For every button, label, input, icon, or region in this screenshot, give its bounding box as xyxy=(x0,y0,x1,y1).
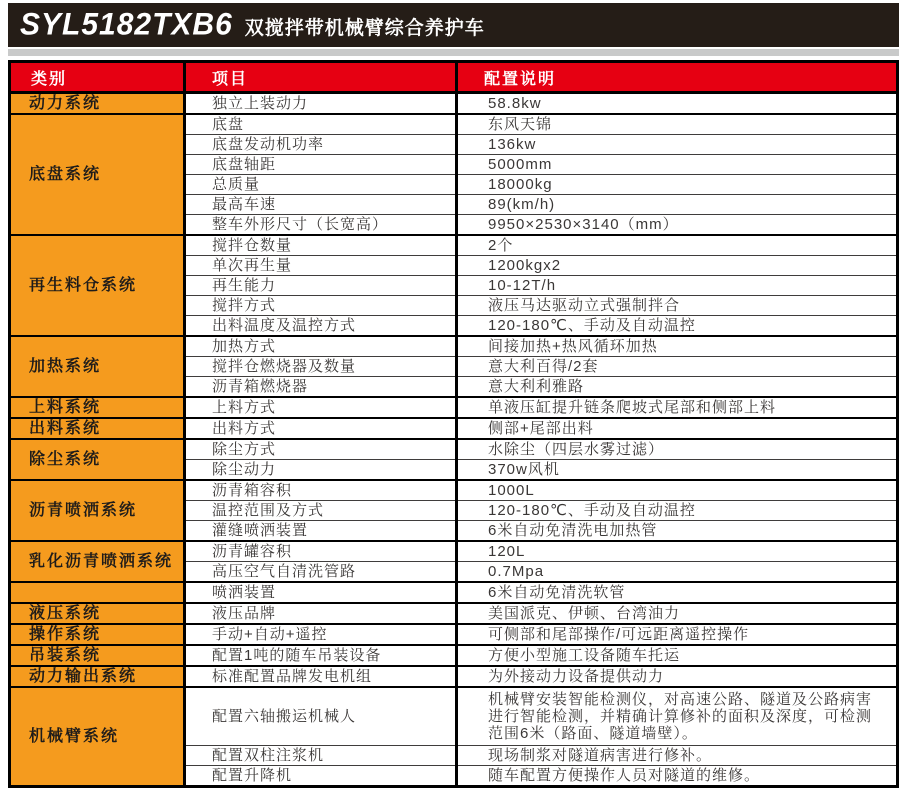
value-cell: 东风天锦 xyxy=(457,114,898,135)
value-cell: 6米自动免清洗软管 xyxy=(457,582,898,603)
item-cell: 除尘动力 xyxy=(185,460,457,481)
item-cell: 手动+自动+遥控 xyxy=(185,624,457,645)
category-cell: 操作系统 xyxy=(10,624,185,645)
item-cell: 标准配置品牌发电机组 xyxy=(185,666,457,687)
category-cell: 乳化沥青喷洒系统 xyxy=(10,541,185,582)
value-cell: 可侧部和尾部操作/可远距离遥控操作 xyxy=(457,624,898,645)
spec-row xyxy=(10,624,898,645)
item-cell: 底盘 xyxy=(185,114,457,135)
value-cell: 间接加热+热风循环加热 xyxy=(457,336,898,357)
item-cell: 配置双柱注浆机 xyxy=(185,746,457,766)
item-cell: 底盘发动机功率 xyxy=(185,135,457,155)
spec-row xyxy=(10,603,898,624)
divider-strip xyxy=(8,49,899,56)
value-cell: 水除尘（四层水雾过滤） xyxy=(457,439,898,460)
value-cell: 89(km/h) xyxy=(457,195,898,215)
category-cell: 动力输出系统 xyxy=(10,666,185,687)
value-cell: 为外接动力设备提供动力 xyxy=(457,666,898,687)
spec-row xyxy=(10,687,898,746)
item-cell: 底盘轴距 xyxy=(185,155,457,175)
spec-row xyxy=(10,439,898,460)
item-cell: 沥青箱容积 xyxy=(185,480,457,501)
item-cell: 整车外形尺寸（长宽高） xyxy=(185,215,457,236)
spec-table-wrap xyxy=(8,60,899,788)
value-cell: 370w风机 xyxy=(457,460,898,481)
spec-row xyxy=(10,336,898,357)
item-cell: 搅拌仓数量 xyxy=(185,235,457,256)
item-cell: 加热方式 xyxy=(185,336,457,357)
value-cell: 1000L xyxy=(457,480,898,501)
value-cell: 58.8kw xyxy=(457,93,898,115)
value-cell: 单液压缸提升链条爬坡式尾部和侧部上料 xyxy=(457,397,898,418)
item-cell: 沥青罐容积 xyxy=(185,541,457,562)
category-cell xyxy=(10,582,185,603)
value-cell: 意大利百得/2套 xyxy=(457,357,898,377)
spec-table xyxy=(8,60,899,788)
column-header-category: 类别 xyxy=(10,62,185,93)
category-cell: 沥青喷洒系统 xyxy=(10,480,185,541)
value-cell: 10-12T/h xyxy=(457,276,898,296)
value-cell: 6米自动免清洗电加热管 xyxy=(457,521,898,542)
spec-row xyxy=(10,235,898,256)
column-header-item: 项目 xyxy=(185,62,457,93)
value-cell: 机械臂安装智能检测仪，对高速公路、隧道及公路病害进行智能检测，并精确计算修补的面积及深度，可检测范围6米（路面、隧道墙壁）。 xyxy=(457,687,898,746)
item-cell: 上料方式 xyxy=(185,397,457,418)
value-cell: 9950×2530×3140（mm） xyxy=(457,215,898,236)
category-cell: 除尘系统 xyxy=(10,439,185,480)
value-cell: 18000kg xyxy=(457,175,898,195)
category-cell: 机械臂系统 xyxy=(10,687,185,787)
value-cell: 120-180℃、手动及自动温控 xyxy=(457,316,898,337)
item-cell: 搅拌仓燃烧器及数量 xyxy=(185,357,457,377)
value-cell: 5000mm xyxy=(457,155,898,175)
value-cell: 2个 xyxy=(457,235,898,256)
item-cell: 配置升降机 xyxy=(185,766,457,787)
value-cell: 1200kgx2 xyxy=(457,256,898,276)
category-cell: 加热系统 xyxy=(10,336,185,397)
category-cell: 液压系统 xyxy=(10,603,185,624)
spec-row xyxy=(10,397,898,418)
spec-row xyxy=(10,93,898,115)
item-cell: 配置1吨的随车吊装设备 xyxy=(185,645,457,666)
spec-row xyxy=(10,480,898,501)
value-cell: 侧部+尾部出料 xyxy=(457,418,898,439)
column-header-spec: 配置说明 xyxy=(457,62,898,93)
spec-row xyxy=(10,582,898,603)
item-cell: 除尘方式 xyxy=(185,439,457,460)
category-cell: 再生料仓系统 xyxy=(10,235,185,336)
value-cell: 意大利利雅路 xyxy=(457,377,898,398)
value-cell: 136kw xyxy=(457,135,898,155)
model-code: SYL5182TXB6 xyxy=(20,7,233,42)
item-cell: 再生能力 xyxy=(185,276,457,296)
category-cell: 动力系统 xyxy=(10,93,185,115)
value-cell: 120L xyxy=(457,541,898,562)
item-cell: 沥青箱燃烧器 xyxy=(185,377,457,398)
item-cell: 喷洒装置 xyxy=(185,582,457,603)
item-cell: 最高车速 xyxy=(185,195,457,215)
item-cell: 灌缝喷洒装置 xyxy=(185,521,457,542)
spec-row xyxy=(10,541,898,562)
category-cell: 上料系统 xyxy=(10,397,185,418)
item-cell: 总质量 xyxy=(185,175,457,195)
value-cell: 随车配置方便操作人员对隧道的维修。 xyxy=(457,766,898,787)
header-row xyxy=(10,62,898,93)
page-title: 双搅拌带机械臂综合养护车 xyxy=(244,18,485,39)
spec-row xyxy=(10,645,898,666)
value-cell: 现场制浆对隧道病害进行修补。 xyxy=(457,746,898,766)
item-cell: 独立上装动力 xyxy=(185,93,457,115)
category-cell: 出料系统 xyxy=(10,418,185,439)
item-cell: 配置六轴搬运机械人 xyxy=(185,687,457,746)
spec-row xyxy=(10,666,898,687)
item-cell: 单次再生量 xyxy=(185,256,457,276)
category-cell: 底盘系统 xyxy=(10,114,185,235)
item-cell: 液压品牌 xyxy=(185,603,457,624)
category-cell: 吊装系统 xyxy=(10,645,185,666)
value-cell: 120-180℃、手动及自动温控 xyxy=(457,501,898,521)
item-cell: 出料方式 xyxy=(185,418,457,439)
value-cell: 方便小型施工设备随车托运 xyxy=(457,645,898,666)
item-cell: 高压空气自清洗管路 xyxy=(185,562,457,583)
value-cell: 0.7Mpa xyxy=(457,562,898,583)
spec-row xyxy=(10,114,898,135)
item-cell: 温控范围及方式 xyxy=(185,501,457,521)
spec-row xyxy=(10,418,898,439)
item-cell: 出料温度及温控方式 xyxy=(185,316,457,337)
value-cell: 美国派克、伊顿、台湾油力 xyxy=(457,603,898,624)
title-bar xyxy=(8,3,899,47)
item-cell: 搅拌方式 xyxy=(185,296,457,316)
value-cell: 液压马达驱动立式强制拌合 xyxy=(457,296,898,316)
